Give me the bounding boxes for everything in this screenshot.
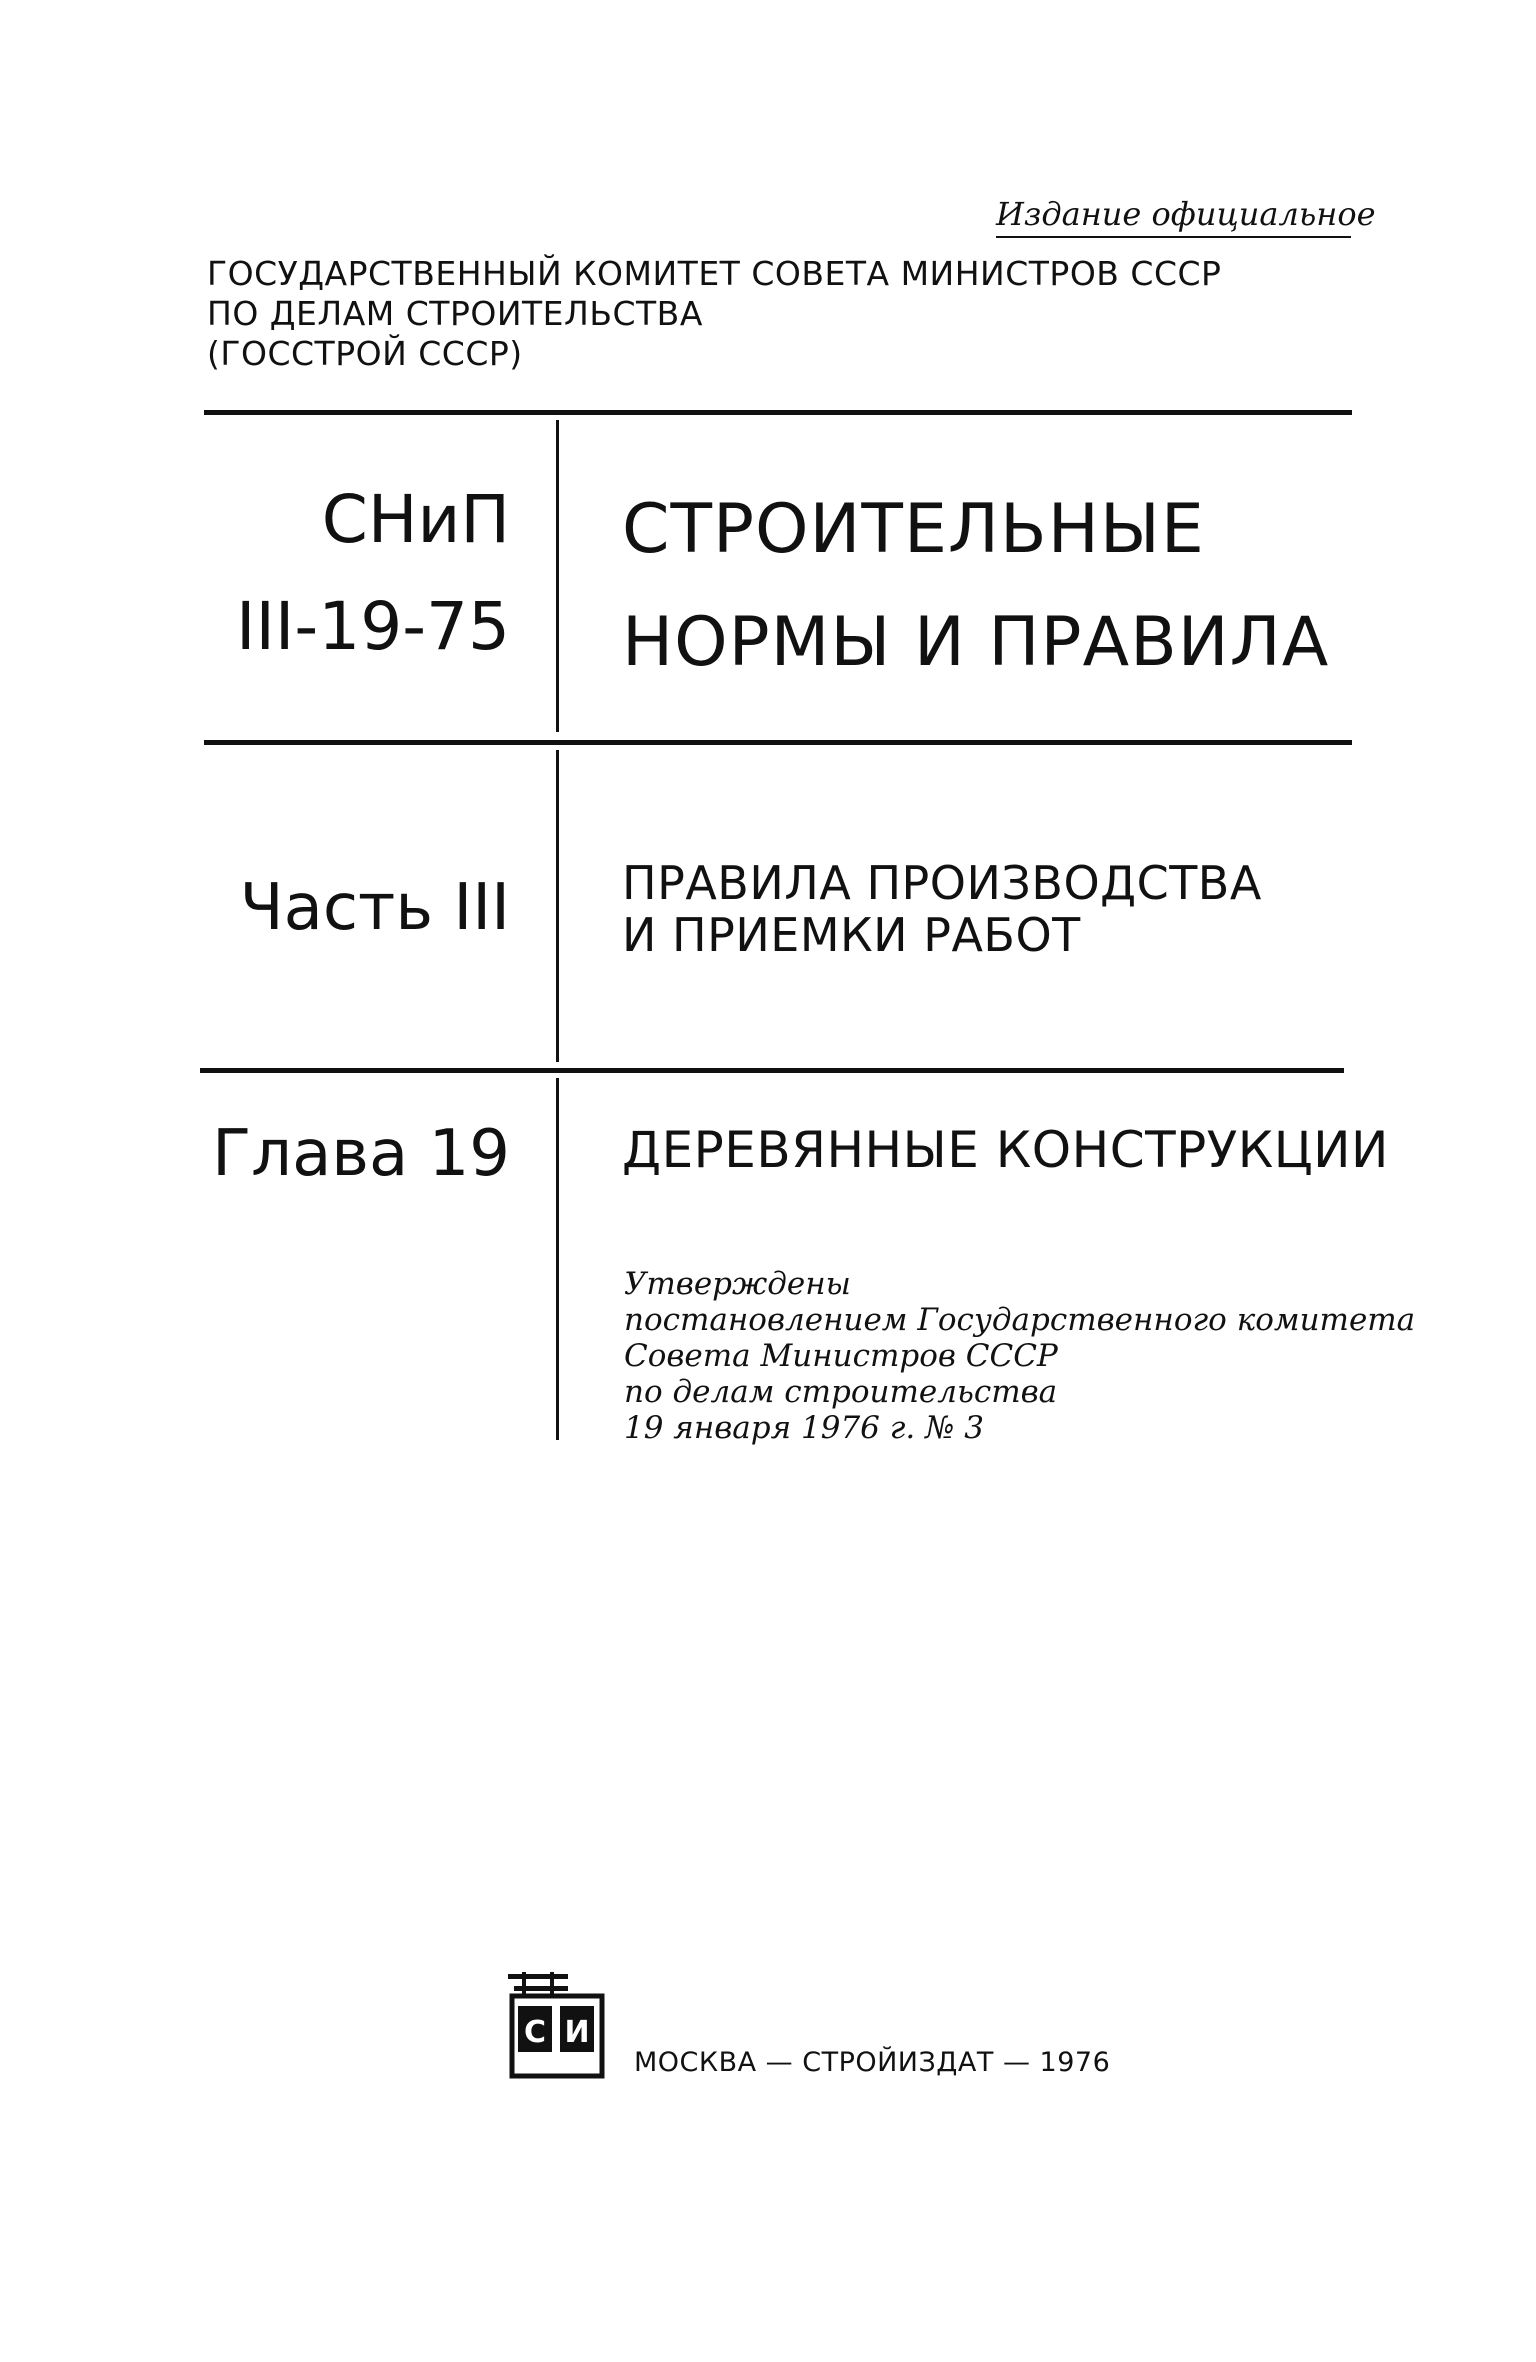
logo-letter: С [523, 2015, 547, 2050]
agency-line: (ГОССТРОЙ СССР) [207, 334, 523, 373]
column-divider [556, 1078, 559, 1440]
chapter-label: Глава 19 [212, 1117, 510, 1191]
document-title-line: СТРОИТЕЛЬНЫЕ [622, 490, 1205, 569]
column-divider [556, 420, 559, 732]
agency-line: ГОСУДАРСТВЕННЫЙ КОМИТЕТ СОВЕТА МИНИСТРОВ СССР [207, 254, 1222, 293]
edition-note: Издание официальное [996, 192, 1351, 238]
approval-line: Утверждены [624, 1266, 851, 1302]
agency-header [207, 254, 1307, 374]
approval-line: постановлением Государственного комитета [624, 1302, 1416, 1338]
part-title-line: ПРАВИЛА ПРОИЗВОДСТВА [622, 856, 1262, 910]
rule-top [204, 410, 1352, 415]
approval-line: Совета Министров СССР [624, 1338, 1058, 1374]
part-label: Часть III [239, 871, 510, 945]
approval-note [624, 1266, 1415, 1446]
approval-line: 19 января 1976 г. № 3 [624, 1410, 985, 1446]
logo-letter: И [564, 2015, 590, 2050]
snip-code: СНиП [321, 481, 510, 558]
agency-line: ПО ДЕЛАМ СТРОИТЕЛЬСТВА [207, 294, 703, 333]
publisher-imprint: МОСКВА — СТРОЙИЗДАТ — 1976 [634, 2047, 1111, 2078]
part-title-line: И ПРИЕМКИ РАБОТ [622, 908, 1081, 962]
approval-line: по делам строительства [624, 1374, 1058, 1410]
rule-middle [204, 740, 1352, 745]
document-title-line: НОРМЫ И ПРАВИЛА [622, 603, 1330, 682]
chapter-title: ДЕРЕВЯННЫЕ КОНСТРУКЦИИ [622, 1121, 1389, 1179]
column-divider [556, 750, 559, 1062]
rule-lower [200, 1068, 1344, 1073]
snip-number: III-19-75 [236, 588, 510, 665]
publisher-logo [500, 1966, 616, 2084]
